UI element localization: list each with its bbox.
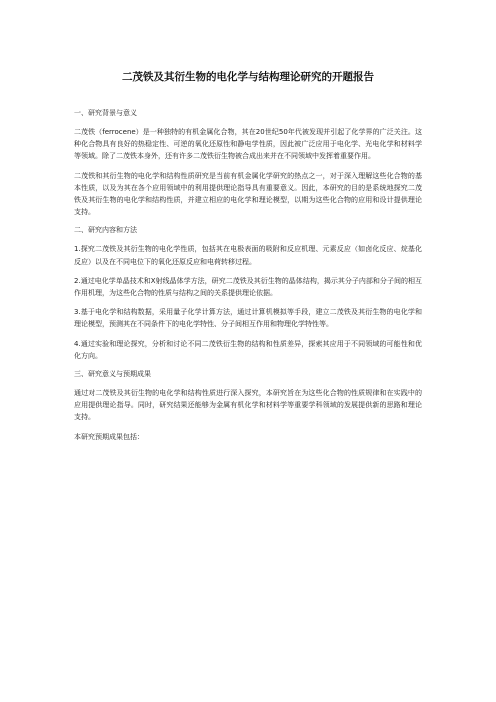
section-content-methods bbox=[74, 225, 422, 362]
section-heading: 三、研究意义与预期成果 bbox=[74, 370, 151, 379]
paragraph: 通过对二茂铁及其衍生物的电化学和结构性质进行深入探究，本研究旨在为这些化合物的性质规律和在实践中的应用提供理论指导。同时，研究结果还能够为金属有机化学和材料学等重要学科领域的发展提供新的思路和理论支持。 bbox=[74, 389, 422, 422]
paragraph: 二茂铁（ferrocene）是一种独特的有机金属化合物，其在20世纪50年代被发现并引起了化学界的广泛关注。这种化合物具有良好的热稳定性、可逆的氧化还原性和静电学性质，因此被广泛应用于电化学、光电化学和材料学等领域。除了二茂铁本身外，还有许多二茂铁衍生物被合成出来并在不同领域中发挥着重要作用。 bbox=[74, 128, 422, 161]
paragraph: 1.探究二茂铁及其衍生物的电化学性质，包括其在电极表面的吸附和反应机理、元素反应（如卤化反应、烷基化反应）以及在不同电位下的氧化还原反应和电荷转移过程。 bbox=[74, 245, 422, 266]
paragraph: 3.基于电化学和结构数据，采用量子化学计算方法，通过计算机模拟等手段，建立二茂铁及其衍生物的电化学和理论模型，预测其在不同条件下的电化学特性、分子间相互作用和物理化学特性等。 bbox=[74, 308, 422, 329]
section-significance-results bbox=[74, 369, 422, 443]
section-background bbox=[74, 108, 422, 218]
paragraph: 本研究预期成果包括： bbox=[74, 432, 144, 441]
paragraph: 2.通过电化学单晶技术和X射线晶体学方法，研究二茂铁及其衍生物的晶体结构，揭示其分子内部和分子间的相互作用机理，为这些化合物的性质与结构之间的关系提供理论依据。 bbox=[74, 276, 422, 298]
document-title: 二茂铁及其衍生物的电化学与结构理论研究的开题报告 bbox=[122, 71, 374, 83]
section-heading: 一、研究背景与意义 bbox=[74, 109, 137, 117]
section-heading: 二、研究内容和方法 bbox=[74, 226, 137, 235]
paragraph: 二茂铁和其衍生物的电化学和结构性质研究是当前有机金属化学研究的热点之一，对于深入理解这些化合物的基本性质，以及为其在各个应用领域中的利用提供理论指导具有重要意义。因此，本研究的目的是系统地探究二茂铁及其衍生物的电化学和结构性质，并建立相应的电化学和理论模型，以期为这些化合物的应用和设计提供理论支持。 bbox=[74, 171, 422, 217]
paragraph: 4.通过实验和理论探究，分析和讨论不同二茂铁衍生物的结构和性质差异，探索其应用于不同领域的可能性和优化方向。 bbox=[74, 339, 422, 360]
